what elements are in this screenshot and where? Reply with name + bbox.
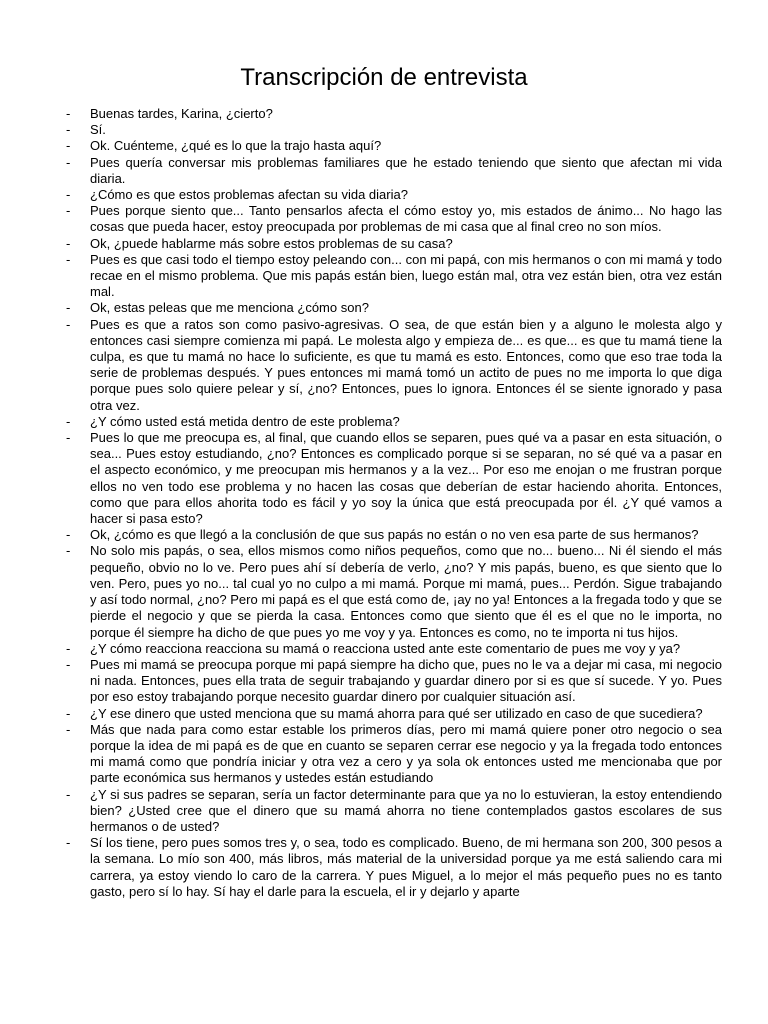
transcript-text: Pues es que casi todo el tiempo estoy peleando con... con mi papá, con mis hermanos o con mi mamá y todo recae en el mismo problema. Que mis papás están bien, luego están mal, otra vez están bien, otra vez están mal. xyxy=(90,251,722,300)
transcript-text: Ok. Cuénteme, ¿qué es lo que la trajo hasta aquí? xyxy=(90,138,382,154)
transcript-text: Ok, estas peleas que me menciona ¿cómo son? xyxy=(90,300,369,316)
transcript-item xyxy=(66,641,722,657)
list-bullet: - xyxy=(66,705,71,721)
transcript-item xyxy=(66,300,722,316)
transcript-text: Buenas tardes, Karina, ¿cierto? xyxy=(90,106,273,121)
list-bullet: - xyxy=(66,316,71,332)
list-bullet: - xyxy=(66,154,71,170)
list-bullet: - xyxy=(66,251,71,267)
transcript-item xyxy=(66,138,722,154)
list-bullet: - xyxy=(66,527,71,543)
transcript-item xyxy=(66,187,722,203)
list-bullet: - xyxy=(66,413,71,429)
transcript-text: ¿Cómo es que estos problemas afectan su vida diaria? xyxy=(90,187,408,203)
transcript-item xyxy=(66,657,722,706)
transcript-text: Pues quería conversar mis problemas familiares que he estado teniendo que siento que afectan mi vida diaria. xyxy=(90,154,722,186)
transcript-text: No solo mis papás, o sea, ellos mismos como niños pequeños, como que no... bueno... Ni él siendo el más pequeño, obvio no lo ve. Pero pues ahí sí debería de verlo, ¿no? Y mis papás, bueno, es que siento que lo ven. Pero, pues yo no... tal cual yo no culpo a mi mamá. Porque mi mamá, pues... Perdón. Sigue trabajando y así todo normal, ¿no? Pero mi papá es el que está como de, ¡ay no ya! Entonces a la fregada todo y que se pierde el negocio y que se pierda la casa. Entonces como que siento que él es el que no le importa, no porque él siempre ha dicho de que pues yo me voy y ya. Entonces es como, no te importa ni tus hijos. xyxy=(90,543,722,640)
list-bullet: - xyxy=(66,122,71,138)
transcript-text: Pues porque siento que... Tanto pensarlos afecta el cómo estoy yo, mis estados de ánimo... No hago las cosas que pueda hacer, estoy preocupada por problemas de mi casa que al final creo no son míos. xyxy=(90,203,722,235)
transcript-text: Sí. xyxy=(90,122,106,138)
list-bullet: - xyxy=(66,835,71,851)
transcript-item xyxy=(66,122,722,138)
transcript-text: ¿Y cómo usted está metida dentro de este problema? xyxy=(90,413,400,429)
transcript-item xyxy=(66,527,722,543)
transcript-item xyxy=(66,543,722,640)
transcript-item xyxy=(66,787,722,836)
list-bullet: - xyxy=(66,721,71,737)
transcript-text: Sí los tiene, pero pues somos tres y, o sea, todo es complicado. Bueno, de mi hermana son 200, 300 pesos a la semana. Lo mío son 400, más libros, más material de la universidad porque ya me está saliendo cara mi carrera, ya estoy viendo lo caro de la carrera. Y pues Miguel, a lo mejor el más pequeño pues no es tanto gasto, pero sí lo hay. Sí hay el darle para la escuela, el ir y dejarlo y aparte xyxy=(90,835,722,899)
transcript-item xyxy=(66,155,722,187)
transcript-text: ¿Y si sus padres se separan, sería un factor determinante para que ya no lo estuvieran, la estoy entendiendo bien? ¿Usted cree que el dinero que su mamá ahorra no tiene contemplados gastos escolares de sus hermanos o de usted? xyxy=(90,786,722,834)
transcript-item xyxy=(66,106,722,122)
document-title: Transcripción de entrevista xyxy=(240,64,528,91)
transcript-text: ¿Y cómo reacciona reacciona su mamá o reacciona usted ante este comentario de pues me voy y ya? xyxy=(90,640,681,656)
transcript-list xyxy=(66,106,722,900)
list-bullet: - xyxy=(66,138,71,154)
list-bullet: - xyxy=(66,786,71,802)
transcript-text: Ok, ¿puede hablarme más sobre estos problemas de su casa? xyxy=(90,235,453,251)
transcript-item xyxy=(66,430,722,527)
transcript-text: Pues lo que me preocupa es, al final, que cuando ellos se separen, pues qué va a pasar en esta situación, o sea... Pues estoy estudiando, ¿no? Entonces es complicado porque si se separan, no sé qué va a pasar en el aspecto económico, y me preocupan mis hermanos y a la vez... Por eso me enojan o me frustran porque ellos no ven todo ese problema y no hacen las cosas que deberían de estar haciendo ahorita. Entonces, como que para ellos ahorita todo es fácil y yo soy la única que está preocupada por él. ¿Y qué vamos a hacer si pasa esto? xyxy=(90,430,722,527)
transcript-item xyxy=(66,835,722,900)
transcript-item xyxy=(66,317,722,414)
list-bullet: - xyxy=(66,640,71,656)
transcript-text: Pues mi mamá se preocupa porque mi papá siempre ha dicho que, pues no le va a dejar mi casa, mi negocio ni nada. Entonces, pues ella trata de seguir trabajando y guardar dinero por si es que sí sucede. Y yo. Pues por eso estoy trabajando porque necesito guardar dinero por cualquier situación así. xyxy=(90,656,722,705)
transcript-item xyxy=(66,722,722,787)
list-bullet: - xyxy=(66,656,71,672)
list-bullet: - xyxy=(66,106,71,121)
list-bullet: - xyxy=(66,203,71,219)
list-bullet: - xyxy=(66,235,71,251)
transcript-item xyxy=(66,252,722,301)
transcript-text: ¿Y ese dinero que usted menciona que su mamá ahorra para qué ser utilizado en caso de que sucediera? xyxy=(90,705,703,721)
transcript-text: Más que nada para como estar estable los primeros días, pero mi mamá quiere poner otro negocio o sea porque la idea de mi papá es de que en cuanto se separen cerrar ese negocio y ya la fregada todo entonces mi mamá como que pondría iniciar y otra vez a cero y ya sola ok entonces usted me mencionaba que por parte económica sus hermanos y ustedes están estudiando xyxy=(90,721,722,786)
transcript-text: Ok, ¿cómo es que llegó a la conclusión de que sus papás no están o no ven esa parte de sus hermanos? xyxy=(90,527,699,543)
transcript-text: Pues es que a ratos son como pasivo-agresivas. O sea, de que están bien y a alguno le molesta algo y entonces casi siempre comienza mi papá. Le molesta algo y empieza de... es que... es que tu mamá tiene la culpa, es que tu mamá no hace lo suficiente, es que tu mamá es esto. Entonces, como que eso trae toda la serie de problemas después. Y pues entonces mi mamá tomó un actito de pues no me importa lo que diga porque pues solo quiere pelear y sí, ¿no? Entonces, pues lo ignora. Entonces él se siente ignorado y pasa otra vez. xyxy=(90,316,722,413)
list-bullet: - xyxy=(66,543,71,559)
list-bullet: - xyxy=(66,300,71,316)
transcript-item xyxy=(66,414,722,430)
transcript-item xyxy=(66,203,722,235)
list-bullet: - xyxy=(66,187,71,203)
transcript-item xyxy=(66,236,722,252)
transcript-item xyxy=(66,706,722,722)
list-bullet: - xyxy=(66,430,71,446)
